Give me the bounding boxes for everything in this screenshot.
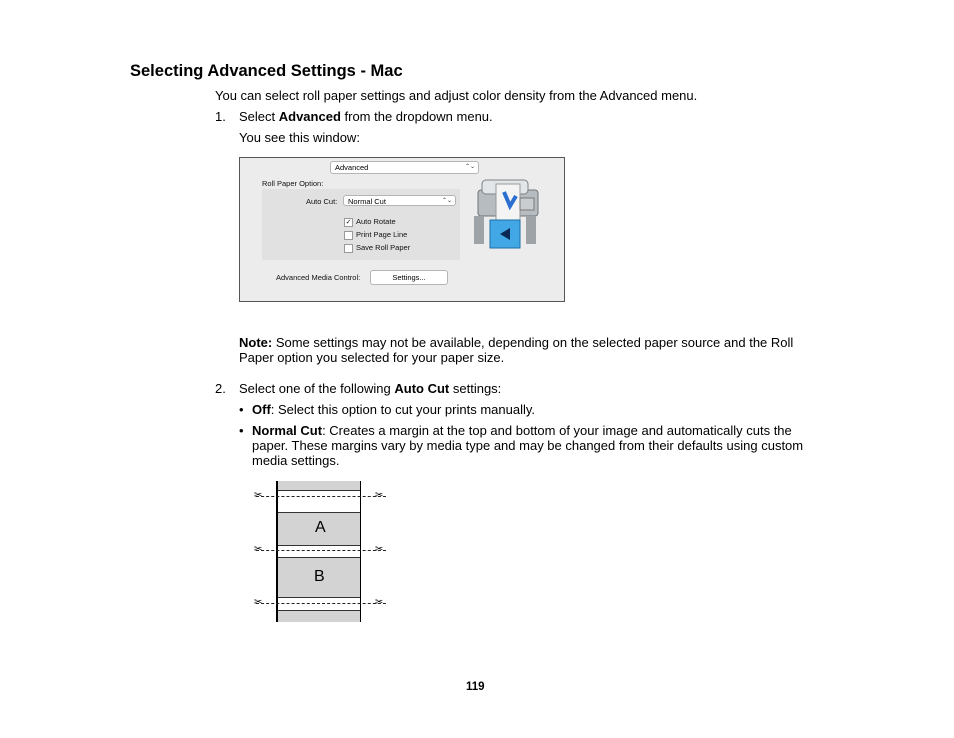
step-1-pre: Select (239, 109, 279, 124)
settings-button[interactable]: Settings... (370, 270, 448, 285)
printer-illustration-icon (470, 176, 544, 254)
intro-paragraph: You can select roll paper settings and adjust color density from the Advanced menu. (215, 88, 698, 103)
scissors-icon: ✂ (254, 544, 263, 555)
note-line-2: Paper option you selected for your paper size. (239, 350, 505, 365)
step-1-post: from the dropdown menu. (340, 109, 493, 124)
image-label-a: A (315, 519, 326, 536)
margin-band (278, 545, 360, 558)
step-2-bold: Auto Cut (394, 381, 450, 396)
roll-paper-option-label: Roll Paper Option: (262, 179, 324, 188)
step-1-bold: Advanced (278, 109, 341, 124)
advanced-dialog-screenshot (239, 157, 565, 302)
step-2-text (239, 381, 501, 396)
checkmark-icon: ✓ (345, 218, 352, 226)
margin-band (278, 490, 360, 513)
checkbox-print-page-line[interactable] (344, 230, 407, 240)
cut-line (256, 550, 386, 551)
section-heading: Selecting Advanced Settings - Mac (130, 62, 403, 80)
checkbox-label: Print Page Line (356, 230, 408, 239)
checkbox-empty-icon (344, 244, 353, 253)
scissors-icon: ✂ (254, 490, 263, 501)
cut-line (256, 496, 386, 497)
step-1-number: 1. (215, 109, 226, 124)
checkbox-label: Auto Rotate (356, 217, 396, 226)
note-label: Note: (239, 335, 273, 350)
page-number: 119 (466, 681, 485, 693)
auto-cut-select[interactable] (343, 195, 456, 206)
checkbox-auto-rotate[interactable] (344, 217, 396, 227)
scissors-icon: ✂ (254, 597, 263, 608)
bullet-off (252, 402, 535, 417)
bullet-normal-cut-line-3: media settings. (252, 453, 340, 468)
updown-chevron-icon: ⌃⌄ (441, 198, 452, 204)
note-text: Some settings may not be available, depending on the selected paper source and the Roll (272, 335, 794, 350)
step-1-text (239, 109, 493, 124)
updown-chevron-icon: ⌃⌄ (464, 164, 475, 170)
advanced-dropdown[interactable] (330, 161, 479, 174)
roll-paper-diagram (254, 481, 384, 622)
see-window-text: You see this window: (239, 130, 360, 145)
auto-cut-label: Auto Cut: (306, 197, 338, 206)
advanced-media-control-label: Advanced Media Control: (276, 273, 361, 282)
margin-band (278, 597, 360, 611)
scissors-icon: ✂ (375, 490, 384, 501)
checkbox-empty-icon (344, 231, 353, 240)
cut-line (256, 603, 386, 604)
bullet-icon: • (239, 402, 244, 417)
step-2-number: 2. (215, 381, 226, 396)
step-2-pre: Select one of the following (239, 381, 395, 396)
step-2-post: settings: (449, 381, 502, 396)
bullet-normal-cut-line-2: paper. These margins vary by media type and may be changed from their defaults using custom (252, 438, 804, 453)
bullet-icon: • (239, 423, 244, 438)
bullet-off-text: : Select this option to cut your prints manually. (270, 402, 536, 417)
auto-cut-value: Normal Cut (348, 197, 386, 206)
bullet-normal-cut-label: Normal Cut (252, 423, 323, 438)
bullet-normal-cut-text: : Creates a margin at the top and bottom of your image and automatically cuts the (322, 423, 792, 438)
scissors-icon: ✂ (375, 544, 384, 555)
bullet-off-label: Off (252, 402, 271, 417)
checkbox-label: Save Roll Paper (356, 243, 411, 252)
bullet-normal-cut-line-1 (252, 423, 792, 438)
advanced-dropdown-label: Advanced (335, 163, 369, 172)
scissors-icon: ✂ (375, 597, 384, 608)
note-line-1 (239, 335, 793, 350)
image-label-b: B (314, 568, 325, 585)
checkbox-save-roll-paper[interactable] (344, 243, 410, 253)
roll-paper-panel (262, 189, 460, 260)
